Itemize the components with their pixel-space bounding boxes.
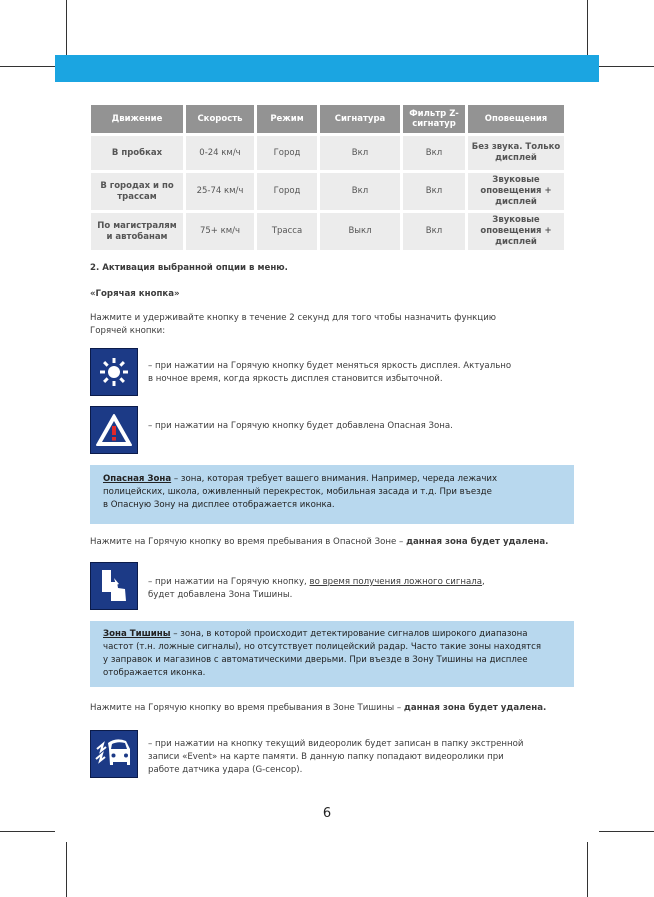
item-text-underlined: во время получения ложного сигнала bbox=[309, 577, 483, 587]
table-row bbox=[91, 213, 564, 250]
table-row bbox=[91, 136, 564, 170]
silence-zone-icon bbox=[90, 562, 138, 610]
header-accent-bar bbox=[55, 55, 599, 82]
note-line: в Опасную Зону на дисплее отображается иконка. bbox=[103, 500, 335, 510]
table-header-cell: Сигнатура bbox=[320, 105, 400, 133]
hotkey-intro-line: Нажмите и удерживайте кнопку в течение 2 секунд для того чтобы назначить функцию bbox=[90, 313, 497, 323]
table-cell: Вкл bbox=[320, 173, 400, 210]
item-description bbox=[148, 738, 523, 777]
remove-text: Нажмите на Горячую кнопку во время пребывания в Опасной Зоне – bbox=[90, 537, 407, 547]
table-cell: По магистралям и автобанам bbox=[91, 213, 183, 250]
table-cell: В пробках bbox=[91, 136, 183, 170]
item-line: записи «Event» на карте памяти. В данную папку попадают видеоролики при bbox=[148, 752, 504, 762]
note-term: Зона Тишины bbox=[103, 629, 171, 639]
table-header-row bbox=[91, 105, 564, 133]
crop-mark bbox=[0, 831, 55, 832]
crop-mark bbox=[66, 0, 67, 55]
note-text: – зона, в которой происходит детектирование сигналов широкого диапазона bbox=[170, 629, 528, 639]
table-header-cell: Фильтр Z-сигнатур bbox=[403, 105, 465, 133]
page-number: 6 bbox=[322, 806, 332, 821]
table-cell: Выкл bbox=[320, 213, 400, 250]
table-cell: 75+ км/ч bbox=[186, 213, 254, 250]
table-cell: Вкл bbox=[403, 136, 465, 170]
item-line: в ночное время, когда яркость дисплея становится избыточной. bbox=[148, 374, 443, 384]
note-line: полицейских, школа, оживленный перекресток, мобильная засада и т.д. При въезде bbox=[103, 487, 492, 497]
note-line bbox=[103, 628, 564, 641]
section-title: 2. Активация выбранной опции в меню. bbox=[90, 263, 288, 273]
table-cell: Трасса bbox=[257, 213, 317, 250]
danger-remove-text bbox=[90, 536, 548, 549]
table-cell: Звуковые оповещения + дисплей bbox=[468, 173, 564, 210]
danger-zone-icon bbox=[90, 406, 138, 454]
crop-mark bbox=[0, 66, 55, 67]
table-cell: Звуковые оповещения + дисплей bbox=[468, 213, 564, 250]
danger-zone-note bbox=[90, 465, 574, 524]
note-term: Опасная Зона bbox=[103, 474, 172, 484]
note-line: у заправок и магазинов с автоматическими дверьми. При въезде в Зону Тишины на дисплее bbox=[103, 655, 528, 665]
table-cell: В городах и по трассам bbox=[91, 173, 183, 210]
table-header-cell: Оповещения bbox=[468, 105, 564, 133]
note-line: отображается иконка. bbox=[103, 668, 206, 678]
crop-mark bbox=[599, 66, 654, 67]
table-cell: Вкл bbox=[403, 173, 465, 210]
table-cell: Город bbox=[257, 136, 317, 170]
table-cell: Без звука. Только дисплей bbox=[468, 136, 564, 170]
note-line: частот (т.н. ложные сигналы), но отсутствует полицейский радар. Часто такие зоны находятся bbox=[103, 642, 542, 652]
video-event-icon bbox=[90, 730, 138, 778]
table-header-cell: Режим bbox=[257, 105, 317, 133]
item-description: – при нажатии на Горячую кнопку будет добавлена Опасная Зона. bbox=[148, 421, 453, 431]
table-row bbox=[91, 173, 564, 210]
crop-mark bbox=[599, 831, 654, 832]
crop-mark bbox=[587, 842, 588, 897]
remove-text-bold: данная зона будет удалена. bbox=[406, 537, 549, 547]
silence-zone-note bbox=[90, 621, 574, 687]
crop-mark bbox=[587, 0, 588, 55]
table-cell: Вкл bbox=[403, 213, 465, 250]
table-cell: 25-74 км/ч bbox=[186, 173, 254, 210]
note-text: – зона, которая требует вашего внимания. Например, череда лежачих bbox=[171, 474, 498, 484]
remove-text: Нажмите на Горячую кнопку во время пребывания в Зоне Тишины – bbox=[90, 703, 404, 713]
hotkey-intro-line: Горячей кнопки: bbox=[90, 326, 166, 336]
item-text: – при нажатии на Горячую кнопку, bbox=[148, 577, 310, 587]
item-line: будет добавлена Зона Тишины. bbox=[148, 590, 293, 600]
table-cell: Вкл bbox=[320, 136, 400, 170]
table-header-cell: Движение bbox=[91, 105, 183, 133]
table-header-cell: Скорость bbox=[186, 105, 254, 133]
silence-remove-text bbox=[90, 702, 546, 715]
note-line bbox=[103, 473, 564, 486]
hotkey-intro bbox=[90, 312, 496, 338]
modes-table bbox=[88, 102, 567, 253]
item-text: , bbox=[482, 577, 485, 587]
crop-mark bbox=[66, 842, 67, 897]
brightness-icon bbox=[90, 348, 138, 396]
hotkey-title: «Горячая кнопка» bbox=[90, 289, 180, 299]
item-description bbox=[148, 576, 485, 602]
item-line: работе датчика удара (G-сенсор). bbox=[148, 765, 303, 775]
table-cell: Город bbox=[257, 173, 317, 210]
remove-text-bold: данная зона будет удалена. bbox=[403, 703, 547, 713]
item-line bbox=[148, 576, 485, 589]
item-line: – при нажатии на Горячую кнопку будет меняться яркость дисплея. Актуально bbox=[148, 361, 512, 371]
item-description bbox=[148, 360, 511, 386]
table-cell: 0-24 км/ч bbox=[186, 136, 254, 170]
item-line: – при нажатии на кнопку текущий видеоролик будет записан в папку экстренной bbox=[148, 739, 524, 749]
